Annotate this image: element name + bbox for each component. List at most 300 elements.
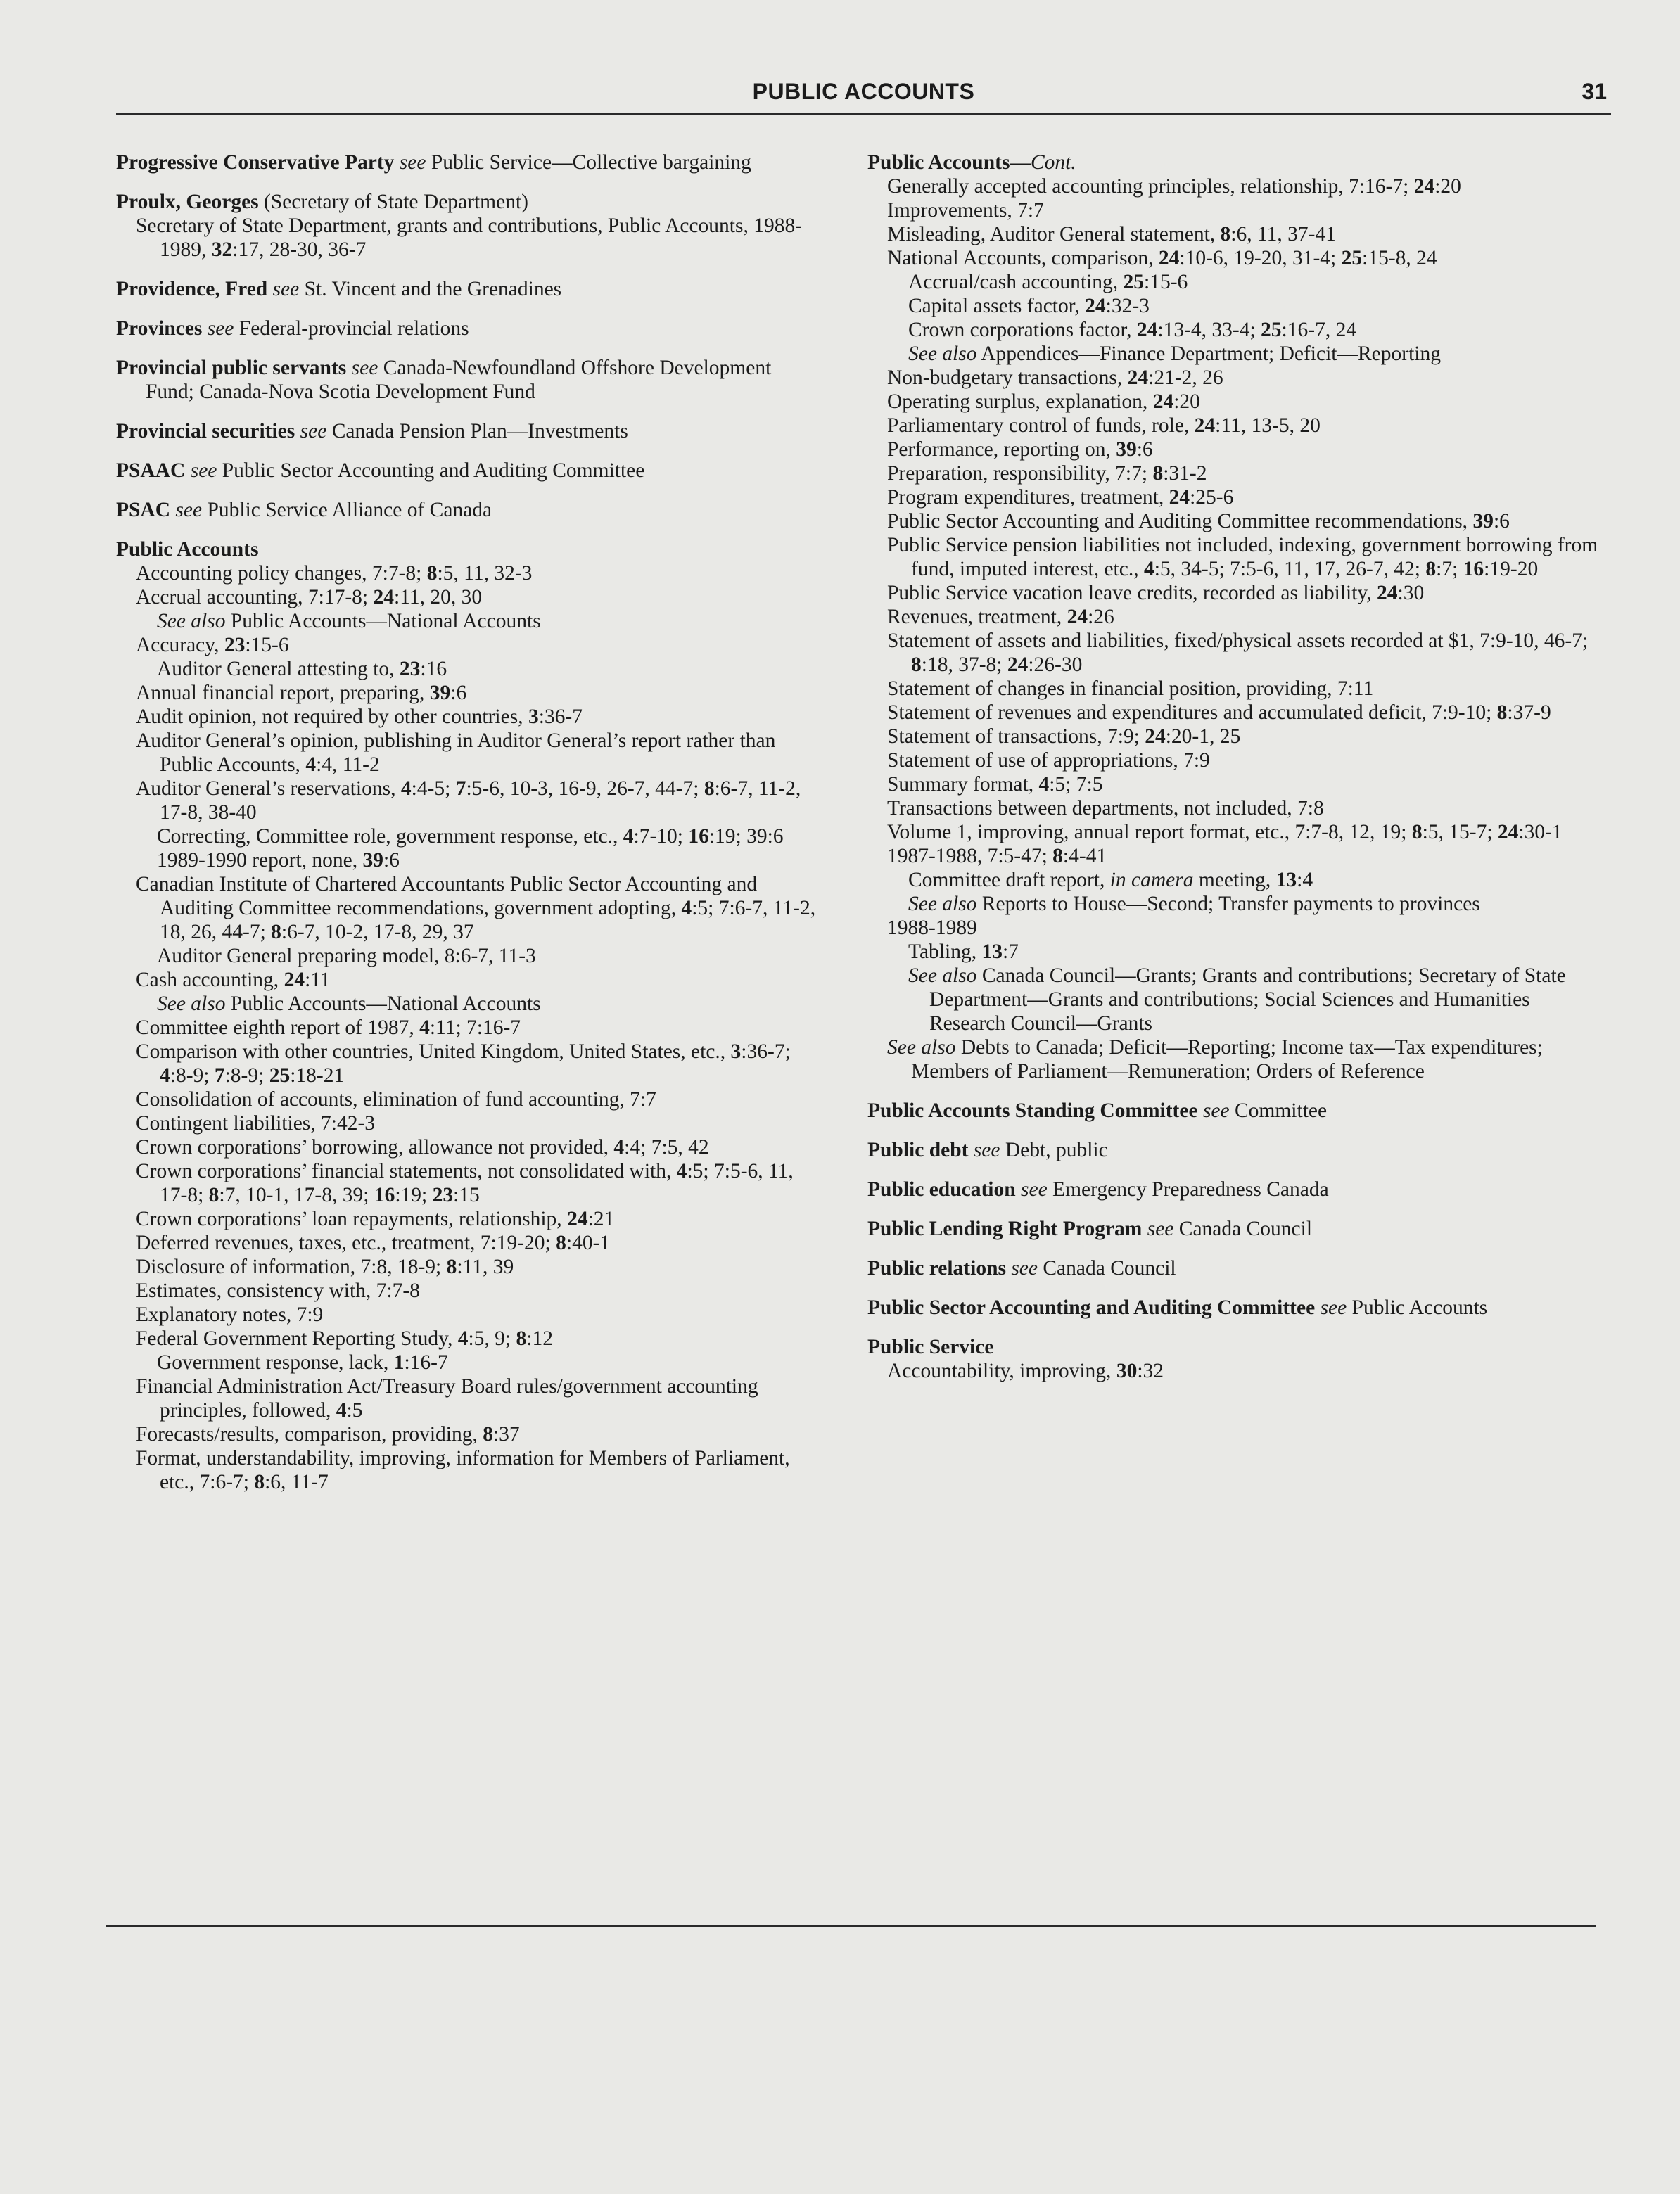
entry-italic-text: see <box>190 459 217 482</box>
entry-text: Correcting, Committee role, government response, etc., <box>157 825 623 848</box>
entry-text: Debts to Canada; Deficit—Reporting; Income tax—Tax expenditures; Members of Parliament—Remuneration; Orders of Reference <box>911 1036 1543 1083</box>
left-index-column <box>116 151 820 1494</box>
entry-bold-text: 24 <box>1067 606 1088 628</box>
entry-bold-text: 24 <box>1085 295 1106 317</box>
entry-text: Preparation, responsibility, 7:7; <box>887 462 1153 485</box>
index-subentry <box>867 940 1603 964</box>
index-subentry <box>116 848 820 872</box>
entry-bold-text: 4 <box>336 1399 347 1422</box>
entry-text: :6, 11, 37-41 <box>1230 223 1336 245</box>
index-subentry <box>867 1359 1603 1383</box>
entry-bold-text: 4 <box>676 1160 687 1182</box>
index-subentry <box>867 270 1603 294</box>
entry-bold-text: 8 <box>911 653 922 676</box>
entry-text: Crown corporations’ loan repayments, relationship, <box>136 1208 568 1230</box>
entry-bold-text: 1 <box>393 1351 405 1374</box>
entry-text: :4 <box>1297 869 1313 891</box>
index-subentry <box>116 968 820 992</box>
entry-text: :36-7 <box>538 706 583 728</box>
index-heading-entry <box>116 277 820 301</box>
entry-italic-text: see <box>1147 1218 1174 1240</box>
index-subentry <box>116 609 820 633</box>
entry-text: :4-41 <box>1062 845 1107 867</box>
entry-text: :5, 34-5; 7:5-6, 11, 17, 26-7, 42; <box>1154 558 1426 580</box>
index-subentry <box>867 677 1603 701</box>
entry-bold-text: 30 <box>1116 1360 1138 1382</box>
entry-text: Appendices—Finance Department; Deficit—Reporting <box>976 343 1441 365</box>
entry-text: Public Service vacation leave credits, recorded as liability, <box>887 582 1377 604</box>
entry-text: :7-10; <box>633 825 689 848</box>
entry-text: :5 <box>346 1399 363 1422</box>
index-subentry <box>116 1303 820 1327</box>
entry-text <box>1016 1178 1021 1201</box>
index-heading-entry <box>116 537 820 561</box>
entry-text: :31-2 <box>1163 462 1207 485</box>
entry-text: Summary format, <box>887 773 1039 796</box>
entry-italic-text: See also <box>157 993 226 1015</box>
index-subentry <box>116 1327 820 1351</box>
entry-bold-text: Provincial securities <box>116 420 295 442</box>
entry-text: Canada-Newfoundland Offshore Development Fund; Canada-Nova Scotia Development Fund <box>146 357 772 403</box>
entry-text: :4-5; <box>411 777 456 800</box>
index-subentry <box>116 1255 820 1279</box>
entry-text: Secretary of State Department, grants and contributions, Public Accounts, 1988-1989, <box>136 215 803 261</box>
index-subentry <box>116 1351 820 1375</box>
entry-bold-text: 8 <box>516 1327 527 1350</box>
entry-bold-text: Proulx, Georges <box>116 191 259 213</box>
entry-text: 1989-1990 report, none, <box>157 849 363 872</box>
entry-text: :11; 7:16-7 <box>429 1016 521 1039</box>
index-subentry <box>867 892 1603 916</box>
entry-bold-text: 24 <box>1413 175 1435 198</box>
entry-bold-text: 24 <box>1194 414 1216 437</box>
entry-text: National Accounts, comparison, <box>887 247 1159 269</box>
entry-text: :5; 7:5-6, 11, 17-8; <box>160 1160 794 1206</box>
entry-text: :30-1 <box>1518 821 1563 843</box>
entry-bold-text: 8 <box>446 1256 457 1278</box>
entry-text: :20-1, 25 <box>1165 725 1241 748</box>
index-subentry <box>116 1279 820 1303</box>
entry-bold-text: 23 <box>224 634 246 656</box>
entry-bold-text: 7 <box>214 1064 225 1087</box>
entry-text: :6 <box>1136 438 1153 461</box>
entry-bold-text: 7 <box>455 777 466 800</box>
entry-text: :19; 39:6 <box>708 825 784 848</box>
entry-text: Crown corporations factor, <box>908 319 1137 341</box>
index-subentry <box>116 1111 820 1135</box>
entry-text: St. Vincent and the Grenadines <box>299 278 562 300</box>
entry-bold-text: 8 <box>1220 223 1231 245</box>
entry-bold-text: 4 <box>613 1136 625 1159</box>
index-subentry <box>116 1207 820 1231</box>
entry-bold-text: 24 <box>373 586 394 608</box>
entry-text: Auditor General attesting to, <box>157 658 400 680</box>
entry-bold-text: 8 <box>271 921 281 943</box>
entry-text: Public Service—Collective bargaining <box>426 151 751 174</box>
entry-text: :40-1 <box>566 1232 611 1254</box>
index-subentry <box>867 796 1603 820</box>
index-subentry <box>867 868 1603 892</box>
entry-bold-text: 32 <box>211 238 233 261</box>
index-subentry <box>867 222 1603 246</box>
index-subentry <box>867 438 1603 461</box>
entry-bold-text: 24 <box>284 969 305 991</box>
index-heading-entry <box>867 1296 1603 1320</box>
entry-text: Cash accounting, <box>136 969 284 991</box>
entry-text: :20 <box>1173 390 1200 413</box>
index-subentry <box>867 581 1603 605</box>
index-subentry <box>867 772 1603 796</box>
index-subentry <box>867 390 1603 414</box>
entry-bold-text: 8 <box>556 1232 566 1254</box>
index-subentry <box>867 916 1603 940</box>
index-subentry <box>867 605 1603 629</box>
entry-text: :32-3 <box>1105 295 1150 317</box>
index-subentry <box>116 1040 820 1088</box>
entry-italic-text: see <box>1021 1178 1048 1201</box>
entry-text: Audit opinion, not required by other countries, <box>136 706 528 728</box>
entry-text: Public Accounts—National Accounts <box>225 993 541 1015</box>
entry-text: Transactions between departments, not included, 7:8 <box>887 797 1324 819</box>
entry-text: :6 <box>450 682 467 704</box>
entry-text: Tabling, <box>908 940 982 963</box>
index-subentry <box>116 1016 820 1040</box>
index-subentry <box>116 1135 820 1159</box>
entry-text: :6 <box>383 849 400 872</box>
entry-bold-text: 8 <box>426 562 438 585</box>
entry-italic-text: See also <box>887 1036 956 1059</box>
entry-text <box>1315 1296 1320 1319</box>
entry-text: :37 <box>492 1423 520 1446</box>
index-subentry <box>867 509 1603 533</box>
index-heading-entry <box>116 356 820 404</box>
entry-bold-text: 4 <box>623 825 634 848</box>
entry-bold-text: 24 <box>1152 390 1174 413</box>
index-subentry <box>116 777 820 824</box>
entry-text <box>295 420 300 442</box>
entry-text: — <box>1010 151 1031 174</box>
entry-text: :36-7; <box>741 1040 791 1063</box>
entry-bold-text: 4 <box>419 1016 430 1039</box>
index-subentry <box>867 461 1603 485</box>
entry-italic-text: see <box>207 317 234 340</box>
entry-text: Public Accounts—National Accounts <box>225 610 541 632</box>
entry-bold-text: Provinces <box>116 317 203 340</box>
index-heading-entry <box>116 498 820 522</box>
entry-text: :7, 10-1, 17-8, 39; <box>219 1184 374 1206</box>
entry-text: :5, 11, 32-3 <box>437 562 533 585</box>
entry-text: Public Sector Accounting and Auditing Committee recommendations, <box>887 510 1473 532</box>
entry-text: Public Accounts <box>1347 1296 1488 1319</box>
entry-text: Canada Council <box>1173 1218 1313 1240</box>
entry-text: :13-4, 33-4; <box>1157 319 1261 341</box>
entry-text: :4; 7:5, 42 <box>624 1136 709 1159</box>
entry-bold-text: 16 <box>688 825 709 848</box>
entry-text: Government response, lack, <box>157 1351 394 1374</box>
entry-text: Disclosure of information, 7:8, 18-9; <box>136 1256 447 1278</box>
entry-italic-text: see <box>175 499 203 521</box>
entry-bold-text: 4 <box>1143 558 1154 580</box>
entry-italic-text: in camera <box>1109 869 1194 891</box>
entry-bold-text: 16 <box>374 1184 395 1206</box>
entry-text: :25-6 <box>1190 486 1234 509</box>
entry-text: :6 <box>1493 510 1510 532</box>
entry-text: Canadian Institute of Chartered Accountants Public Sector Accounting and Auditing Committee recommendations, government adopting, <box>136 873 758 919</box>
index-subentry <box>867 964 1603 1035</box>
index-subentry <box>116 992 820 1016</box>
index-subentry <box>867 748 1603 772</box>
entry-text: Accrual accounting, 7:17-8; <box>136 586 374 608</box>
entry-text <box>968 1139 973 1161</box>
entry-text: Financial Administration Act/Treasury Board rules/government accounting principles, followed, <box>136 1375 758 1422</box>
entry-italic-text: See also <box>908 343 977 365</box>
index-heading-entry <box>867 1256 1603 1280</box>
entry-bold-text: 13 <box>1275 869 1297 891</box>
index-subentry <box>867 318 1603 342</box>
entry-italic-text: See also <box>157 610 226 632</box>
entry-bold-text: 4 <box>457 1327 469 1350</box>
entry-bold-text: 4 <box>1038 773 1050 796</box>
index-heading-entry <box>867 1099 1603 1123</box>
index-heading-entry <box>867 1138 1603 1162</box>
entry-text: meeting, <box>1193 869 1276 891</box>
entry-text: Reports to House—Second; Transfer payments to provinces <box>976 893 1480 915</box>
entry-text: Public Sector Accounting and Auditing Committee <box>217 459 645 482</box>
entry-text: :30 <box>1397 582 1425 604</box>
index-subentry <box>116 1446 820 1494</box>
entry-bold-text: 24 <box>1377 582 1398 604</box>
entry-bold-text: 8 <box>1496 701 1508 724</box>
index-subentry <box>116 633 820 657</box>
index-subentry <box>116 1375 820 1422</box>
entry-text: Operating surplus, explanation, <box>887 390 1153 413</box>
entry-text: Capital assets factor, <box>908 295 1086 317</box>
index-subentry <box>867 725 1603 748</box>
entry-bold-text: 8 <box>1052 845 1063 867</box>
entry-text: :7 <box>1002 940 1019 963</box>
entry-italic-text: see <box>300 420 327 442</box>
entry-text: Auditor General’s opinion, publishing in Auditor General’s report rather than Public Accounts, <box>136 729 776 776</box>
index-subentry <box>867 174 1603 198</box>
entry-text: Accountability, improving, <box>887 1360 1116 1382</box>
entry-bold-text: 8 <box>704 777 715 800</box>
running-header <box>116 79 1611 113</box>
entry-text: :12 <box>526 1327 553 1350</box>
entry-text: Accuracy, <box>136 634 224 656</box>
entry-italic-text: see <box>351 357 378 379</box>
entry-bold-text: Public relations <box>867 1257 1006 1280</box>
entry-text: Contingent liabilities, 7:42-3 <box>136 1112 376 1135</box>
entry-bold-text: Public Accounts Standing Committee <box>867 1099 1198 1122</box>
entry-text: Federal-provincial relations <box>234 317 469 340</box>
index-subentry <box>116 1159 820 1207</box>
index-heading-entry <box>116 459 820 483</box>
entry-text: :26-30 <box>1028 653 1083 676</box>
entry-italic-text: see <box>399 151 426 174</box>
index-subentry <box>116 1231 820 1255</box>
entry-italic-text: see <box>272 278 300 300</box>
entry-bold-text: 24 <box>1007 653 1029 676</box>
entry-text <box>346 357 351 379</box>
index-subentry <box>116 561 820 585</box>
entry-bold-text: 8 <box>1425 558 1437 580</box>
index-heading-entry <box>116 419 820 443</box>
entry-text: Crown corporations’ borrowing, allowance not provided, <box>136 1136 614 1159</box>
index-heading-entry <box>867 1335 1603 1359</box>
index-subentry <box>116 585 820 609</box>
entry-bold-text: Providence, Fred <box>116 278 268 300</box>
page-number: 31 <box>1582 79 1607 104</box>
entry-text: 1988-1989 <box>887 917 977 939</box>
index-heading-entry <box>867 1217 1603 1241</box>
index-heading-entry <box>867 151 1603 174</box>
entry-text: :16-7, 24 <box>1281 319 1357 341</box>
right-index-column <box>867 151 1603 1383</box>
entry-bold-text: 39 <box>1472 510 1494 532</box>
entry-text: Statement of use of appropriations, 7:9 <box>887 749 1210 772</box>
entry-text: Crown corporations’ financial statements, not consolidated with, <box>136 1160 677 1182</box>
entry-bold-text: 8 <box>483 1423 493 1446</box>
entry-text: :5, 9; <box>468 1327 516 1350</box>
header-rule <box>116 113 1611 115</box>
entry-text: Forecasts/results, comparison, providing, <box>136 1423 483 1446</box>
index-subentry <box>867 342 1603 366</box>
entry-text: Non-budgetary transactions, <box>887 366 1128 389</box>
index-heading-entry <box>116 151 820 174</box>
footer-rule <box>106 1925 1596 1927</box>
entry-bold-text: 24 <box>1497 821 1519 843</box>
entry-text: :11, 20, 30 <box>394 586 483 608</box>
entry-text: :37-9 <box>1507 701 1551 724</box>
entry-text: :5; 7:5 <box>1049 773 1103 796</box>
entry-bold-text: Public Service <box>867 1336 994 1358</box>
index-subentry <box>867 629 1603 677</box>
entry-bold-text: PSAAC <box>116 459 186 482</box>
entry-text: Improvements, 7:7 <box>887 199 1044 222</box>
entry-text: :8-9; <box>170 1064 215 1087</box>
entry-text <box>394 151 399 174</box>
entry-text: Canada Council <box>1038 1257 1176 1280</box>
index-subentry <box>116 1422 820 1446</box>
entry-bold-text: Public debt <box>867 1139 969 1161</box>
entry-text: (Secretary of State Department) <box>258 191 528 213</box>
entry-text <box>202 317 207 340</box>
entry-text: Public Service pension liabilities not included, indexing, government borrowing from fund, imputed interest, etc., <box>887 534 1598 580</box>
entry-text: Auditor General preparing model, 8:6-7, 11-3 <box>157 945 536 967</box>
entry-bold-text: 25 <box>1261 319 1282 341</box>
entry-text: :11, 13-5, 20 <box>1215 414 1321 437</box>
entry-text: Emergency Preparedness Canada <box>1047 1178 1329 1201</box>
entry-bold-text: 24 <box>1136 319 1158 341</box>
entry-text: :15 <box>453 1184 480 1206</box>
index-subentry <box>116 214 820 262</box>
entry-text: Program expenditures, treatment, <box>887 486 1169 509</box>
entry-bold-text: 24 <box>1145 725 1166 748</box>
entry-text: :16 <box>420 658 447 680</box>
entry-text: :21 <box>587 1208 615 1230</box>
entry-text: :15-6 <box>245 634 289 656</box>
entry-bold-text: Public Lending Right Program <box>867 1218 1143 1240</box>
index-subentry <box>116 1088 820 1111</box>
entry-text: Accounting policy changes, 7:7-8; <box>136 562 427 585</box>
entry-text: :19; <box>395 1184 433 1206</box>
index-subentry <box>116 681 820 705</box>
entry-text: Accrual/cash accounting, <box>908 271 1124 293</box>
entry-bold-text: 24 <box>1169 486 1190 509</box>
index-heading-entry <box>116 317 820 340</box>
entry-text <box>185 459 190 482</box>
entry-italic-text: See also <box>908 964 977 987</box>
entry-text: Misleading, Auditor General statement, <box>887 223 1221 245</box>
entry-text: Canada Council—Grants; Grants and contributions; Secretary of State Department—Grants and contributions; Social Sciences and Humanities Research Council—Grants <box>929 964 1566 1035</box>
entry-text: Explanatory notes, 7:9 <box>136 1303 324 1326</box>
entry-bold-text: 25 <box>1123 271 1145 293</box>
entry-text: Estimates, consistency with, 7:7-8 <box>136 1280 420 1302</box>
entry-bold-text: 3 <box>528 706 539 728</box>
entry-text: Parliamentary control of funds, role, <box>887 414 1195 437</box>
entry-text: Committee draft report, <box>908 869 1110 891</box>
entry-text <box>1198 1099 1203 1122</box>
entry-text: :21-2, 26 <box>1148 366 1223 389</box>
entry-bold-text: 8 <box>1411 821 1423 843</box>
entry-text: Comparison with other countries, United Kingdom, United States, etc., <box>136 1040 731 1063</box>
index-subentry <box>116 657 820 681</box>
entry-text: :6, 11-7 <box>265 1471 329 1493</box>
entry-text: Statement of transactions, 7:9; <box>887 725 1145 748</box>
index-subentry <box>867 366 1603 390</box>
index-subentry <box>867 1035 1603 1083</box>
entry-bold-text: Provincial public servants <box>116 357 347 379</box>
entry-bold-text: Public Sector Accounting and Auditing Committee <box>867 1296 1316 1319</box>
entry-text: :20 <box>1434 175 1461 198</box>
entry-text: Statement of revenues and expenditures and accumulated deficit, 7:9-10; <box>887 701 1497 724</box>
page-title: PUBLIC ACCOUNTS <box>752 79 975 104</box>
entry-text: :11 <box>305 969 331 991</box>
index-heading-entry <box>116 190 820 214</box>
index-subentry <box>116 944 820 968</box>
entry-bold-text: 4 <box>160 1064 170 1087</box>
entry-text: Volume 1, improving, annual report format, etc., 7:7-8, 12, 19; <box>887 821 1412 843</box>
entry-text: Format, understandability, improving, information for Members of Parliament, etc., 7:6-7; <box>136 1447 790 1493</box>
entry-text: Debt, public <box>1000 1139 1108 1161</box>
entry-text: :19-20 <box>1484 558 1539 580</box>
entry-text <box>267 278 272 300</box>
index-subentry <box>867 533 1603 581</box>
entry-text: :18-21 <box>290 1064 345 1087</box>
entry-bold-text: 3 <box>730 1040 742 1063</box>
entry-text: :5, 15-7; <box>1422 821 1498 843</box>
index-subentry <box>867 246 1603 270</box>
entry-bold-text: Public Accounts <box>867 151 1010 174</box>
index-subentry <box>867 820 1603 844</box>
entry-text: :17, 28-30, 36-7 <box>232 238 367 261</box>
entry-text: Annual financial report, preparing, <box>136 682 430 704</box>
index-subentry <box>116 872 820 944</box>
entry-text: :11, 39 <box>457 1256 514 1278</box>
entry-text: Public Service Alliance of Canada <box>202 499 492 521</box>
entry-bold-text: Public education <box>867 1178 1016 1201</box>
entry-italic-text: see <box>1202 1099 1230 1122</box>
entry-bold-text: 23 <box>432 1184 454 1206</box>
entry-text: Statement of changes in financial position, providing, 7:11 <box>887 677 1374 700</box>
index-subentry <box>116 729 820 777</box>
entry-bold-text: Progressive Conservative Party <box>116 151 395 174</box>
entry-bold-text: Public Accounts <box>116 538 259 561</box>
entry-bold-text: 8 <box>1152 462 1164 485</box>
index-subentry <box>867 844 1603 868</box>
entry-bold-text: 39 <box>1116 438 1137 461</box>
entry-text: Generally accepted accounting principles, relationship, 7:16-7; <box>887 175 1414 198</box>
